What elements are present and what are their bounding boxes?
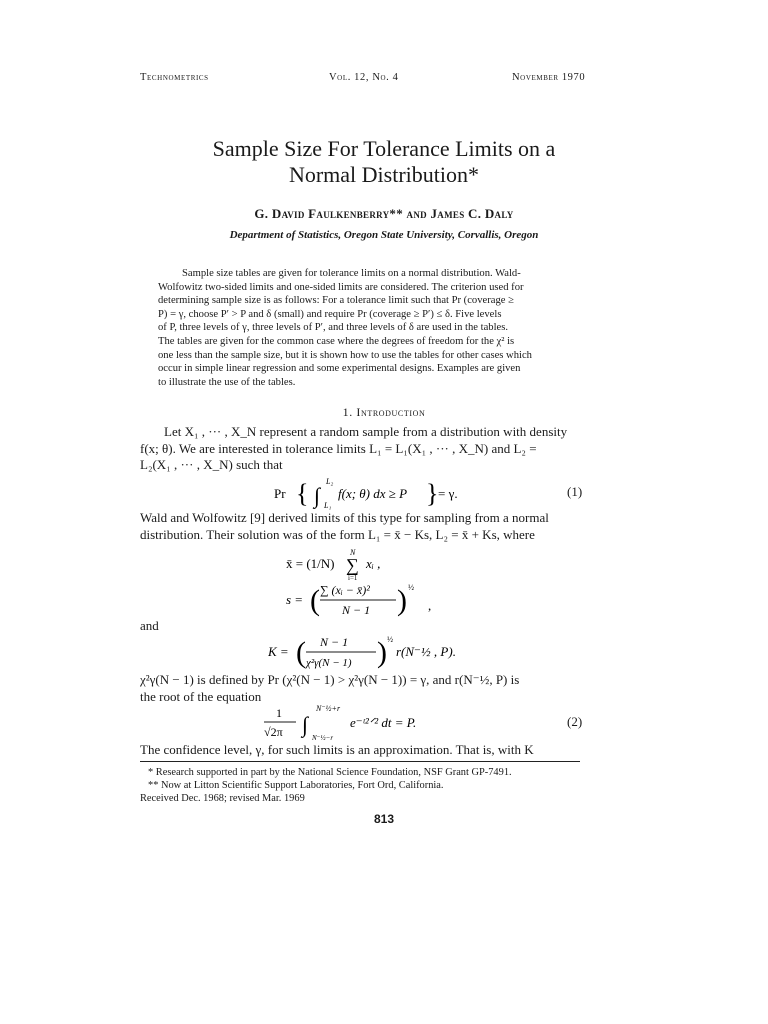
eq-s-trail: , [428,598,432,613]
authors: G. David Faulkenberry** and James C. Daly [254,206,514,221]
equation-2-number: (2) [567,714,583,729]
paragraph-3 [140,672,588,705]
eq1-integral-sign: ∫ [314,483,321,508]
abstract-line: Sample size tables are given for tolerance limits on a normal distribution. Wald- [182,268,521,279]
equation-2 [262,702,482,742]
eq2-integrand: e⁻ᵗ²ᐟ² dt = P. [350,715,417,730]
text-line: χ²γ(N − 1) is defined by Pr (χ²(N − 1) > χ²γ(N − 1)) = γ, and r(N⁻½, P) is [140,672,520,687]
eq1-left-brace: { [296,479,309,508]
eq-s-exponent: ½ [408,583,414,592]
running-head-date: November 1970 [512,72,586,83]
abstract-line: occur in simple linear regression and some experimental designs. Examples are given [158,363,521,375]
abstract-line: The tables are given for the common case where the degrees of freedom for the χ² is [158,335,515,347]
equation-xbar [286,546,406,582]
eq-K-right-paren: ) [377,636,387,669]
eq1-integrand: f(x; θ) dx ≥ P [338,486,408,501]
abstract [158,267,590,389]
page-number: 813 [373,812,395,826]
equation-K [268,630,468,674]
running-head-journal: Technometrics [140,72,209,83]
abstract-line: to illustrate the use of the tables. [158,376,296,388]
text-line: Let X₁ , ··· , X_N represent a random sample from a distribution with density [164,424,568,439]
eq1-upper-limit: L₂ [326,477,334,486]
eq-K-denominator: χ²γ(N − 1) [306,657,352,669]
eq-xbar-sum-top: N [350,548,356,557]
abstract-line: determining sample size is as follows: For a tolerance limit such that Pr (coverage ≥ [158,295,514,307]
eq-K-lhs: K = [268,644,289,659]
eq2-integral-sign: ∫ [302,712,309,737]
eq-xbar-sum-bottom: i=1 [348,574,358,582]
eq2-lower-limit: N⁻½−r [312,734,334,742]
section-heading: 1. Introduction [342,405,426,419]
eq2-denominator: √2π [264,725,283,739]
footnote-1: * Research supported in part by the National Science Foundation, NSF Grant GP-7491. [148,767,512,778]
eq-xbar-sum-sign: ∑ [346,555,359,575]
eq-xbar-lhs: x̄ = (1/N) [286,556,335,571]
paper-title-line-2: Normal Distribution* [288,162,480,187]
eq-K-left-paren: ( [296,636,306,669]
equation-1-number: (1) [567,484,583,499]
abstract-line: of P, three levels of γ, three levels of P′, and three levels of δ are used in the tables. [158,322,508,334]
affiliation: Department of Statistics, Oregon State University, Corvallis, Oregon [229,229,539,241]
received-date: Received Dec. 1968; revised Mar. 1969 [140,793,305,804]
abstract-line: Wolfowitz two-sided limits and one-sided limits are considered. The criterion used for [158,281,524,293]
abstract-line: one less than the sample size, but it is shown how to use the tables for other cases which [158,349,532,361]
footnote-rule [140,761,580,762]
eq-s-lhs: s = [286,592,304,607]
running-head-volume: Vol. 12, No. 4 [329,72,399,83]
eq-xbar-term: xᵢ , [366,556,381,571]
eq-s-right-paren: ) [397,584,407,617]
eq1-lower-limit: L₁ [324,501,332,510]
eq2-numerator: 1 [276,706,282,720]
text-line: the root of the equation [140,688,262,704]
eq-K-numerator: N − 1 [320,635,349,649]
text-line: The confidence level, γ, for such limits is an approximation. That is, with K [140,742,534,757]
text-line: distribution. Their solution was of the form L₁ = x̄ − Ks, L₂ = x̄ + Ks, where [140,526,535,542]
eq-s-numerator: ∑ (xᵢ − x̄)² [320,583,370,597]
equation-1 [272,474,462,512]
eq-s-left-paren: ( [310,584,320,617]
paper-title [0,136,768,188]
eq1-pr: Pr [274,486,286,501]
eq1-rhs: = γ. [438,486,458,501]
eq-K-tail: r(N⁻½ , P). [396,644,456,659]
eq-s-denominator: N − 1 [342,603,371,617]
text-line: L₂(X₁ , ··· , X_N) such that [140,457,283,472]
paragraph-1 [140,424,588,474]
eq-K-exponent: ½ [387,635,393,644]
paragraph-2 [140,510,588,543]
paragraph-4 [140,742,588,759]
abstract-line: P) = γ, choose P′ > P and δ (small) and require Pr (coverage ≥ P′) ≤ δ. Five levels [158,308,502,320]
text-line: Wald and Wolfowitz [9] derived limits of this type for sampling from a normal [140,510,549,525]
eq2-upper-limit: N⁻½+r [316,704,341,713]
text-line: f(x; θ). We are interested in tolerance limits L₁ = L₁(X₁ , ··· , X_N) and L₂ = [140,440,537,456]
footnote-2: ** Now at Litton Scientific Support Laboratories, Fort Ord, California. [148,780,444,791]
text-line: and [140,618,159,633]
paper-title-line-1: Sample Size For Tolerance Limits on a [212,136,556,161]
eq1-right-brace: } [426,479,439,508]
